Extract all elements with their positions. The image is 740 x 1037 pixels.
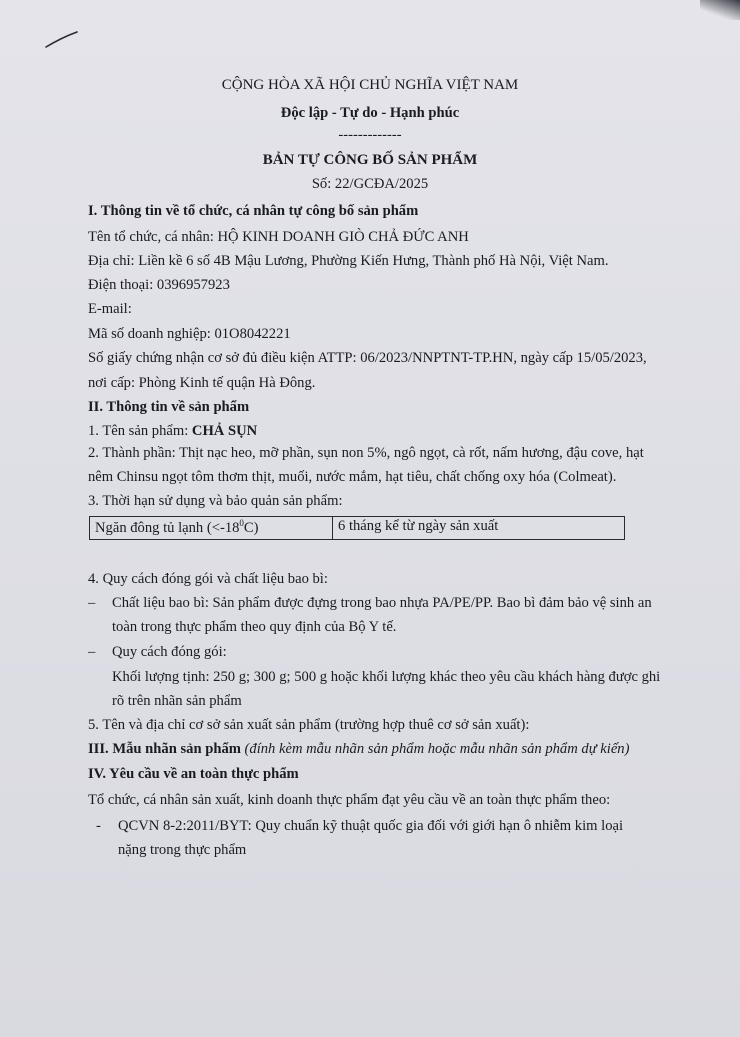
section3-note: (đính kèm mẫu nhãn sản phẩm hoặc mẫu nhãn sản phẩm dự kiến): [244, 741, 630, 757]
packaging-heading: 4. Quy cách đóng gói và chất liệu bao bì:: [88, 571, 328, 587]
net-weight-line-1: Khối lượng tịnh: 250 g; 300 g; 500 g hoặc khối lượng khác theo yêu cầu khách hàng được ghi: [112, 669, 661, 685]
organization-name: Tên tổ chức, cá nhân: HỘ KINH DOANH GIÒ CHẢ ĐỨC ANH: [88, 229, 469, 245]
packaging-material-line-2: toàn trong thực phẩm theo quy định của Bộ Y tế.: [112, 619, 397, 635]
section2-heading: II. Thông tin về sản phẩm: [88, 399, 250, 415]
storage-table: [89, 516, 625, 540]
section3-line: [88, 740, 629, 758]
section3-heading: III. Mẫu nhãn sản phẩm: [88, 741, 245, 757]
organization-address: Địa chỉ: Liền kề 6 số 4B Mậu Lương, Phường Kiến Hưng, Thành phố Hà Nội, Việt Nam.: [88, 253, 609, 269]
packaging-spec-heading: Quy cách đóng gói:: [112, 644, 227, 660]
product-name-label: 1. Tên sản phẩm:: [88, 423, 192, 439]
product-name-line: [88, 422, 257, 440]
national-motto: Độc lập - Tự do - Hạnh phúc: [280, 105, 460, 121]
degree-superscript: 0: [239, 518, 244, 528]
shelf-life-heading: 3. Thời hạn sử dụng và bảo quản sản phẩm:: [88, 493, 343, 509]
ingredients-line-1: 2. Thành phần: Thịt nạc heo, mỡ phần, sụn non 5%, ngô ngọt, cà rốt, nấm hương, đậu cove, hạt: [88, 445, 644, 461]
packaging-material-line-1: Chất liệu bao bì: Sản phẩm được đựng trong bao nhựa PA/PE/PP. Bao bì đảm bảo vệ sinh an: [112, 595, 652, 611]
storage-condition-cell: [90, 517, 333, 540]
storage-condition-unit: C): [243, 519, 259, 536]
storage-condition: Ngăn đông tủ lạnh (<-18: [95, 519, 240, 536]
dash-bullet: –: [88, 595, 96, 611]
document-title: BẢN TỰ CÔNG BỐ SẢN PHẨM: [262, 152, 478, 168]
scan-shadow: [700, 0, 740, 20]
net-weight-line-2: rõ trên nhãn sản phẩm: [112, 693, 242, 709]
product-name: CHẢ SỤN: [191, 423, 258, 439]
country-name: CỘNG HÒA XÃ HỘI CHỦ NGHĨA VIỆT NAM: [221, 77, 519, 93]
section4-heading: IV. Yêu cầu về an toàn thực phẩm: [88, 766, 299, 782]
ingredients-line-2: nêm Chinsu ngọt tôm thơm thịt, muối, nước mắm, hạt tiêu, chất chống oxy hóa (Colmeat).: [88, 469, 617, 485]
food-safety-certificate: Số giấy chứng nhận cơ sở đủ điều kiện ATTP: 06/2023/NNPTNT-TP.HN, ngày cấp 15/05/2023,: [88, 350, 647, 366]
document-number: Số: 22/GCĐA/2025: [311, 176, 429, 192]
standard-line-1: QCVN 8-2:2011/BYT: Quy chuẩn kỹ thuật quốc gia đối với giới hạn ô nhiễm kim loại: [118, 818, 624, 834]
header-separator: -------------: [338, 127, 402, 143]
business-code: Mã số doanh nghiệp: 01O8042221: [88, 326, 291, 342]
certificate-issuer: nơi cấp: Phòng Kinh tế quận Hà Đông.: [88, 375, 316, 391]
standard-bullet: -: [96, 818, 101, 834]
storage-duration-cell: 6 tháng kể từ ngày sản xuất: [333, 517, 625, 540]
dash-bullet: –: [88, 644, 96, 660]
organization-email: E-mail:: [88, 301, 132, 317]
food-safety-intro: Tổ chức, cá nhân sản xuất, kinh doanh thực phẩm đạt yêu cầu về an toàn thực phẩm theo:: [88, 792, 611, 808]
table-row: [90, 517, 625, 540]
organization-phone: Điện thoại: 0396957923: [88, 277, 230, 293]
pen-stroke-mark: [44, 30, 80, 50]
standard-line-2: nặng trong thực phẩm: [118, 842, 247, 858]
section1-heading: I. Thông tin về tổ chức, cá nhân tự công bố sản phẩm: [88, 203, 419, 219]
manufacturer-info: 5. Tên và địa chỉ cơ sở sản xuất sản phẩm (trường hợp thuê cơ sở sản xuất):: [88, 717, 530, 733]
